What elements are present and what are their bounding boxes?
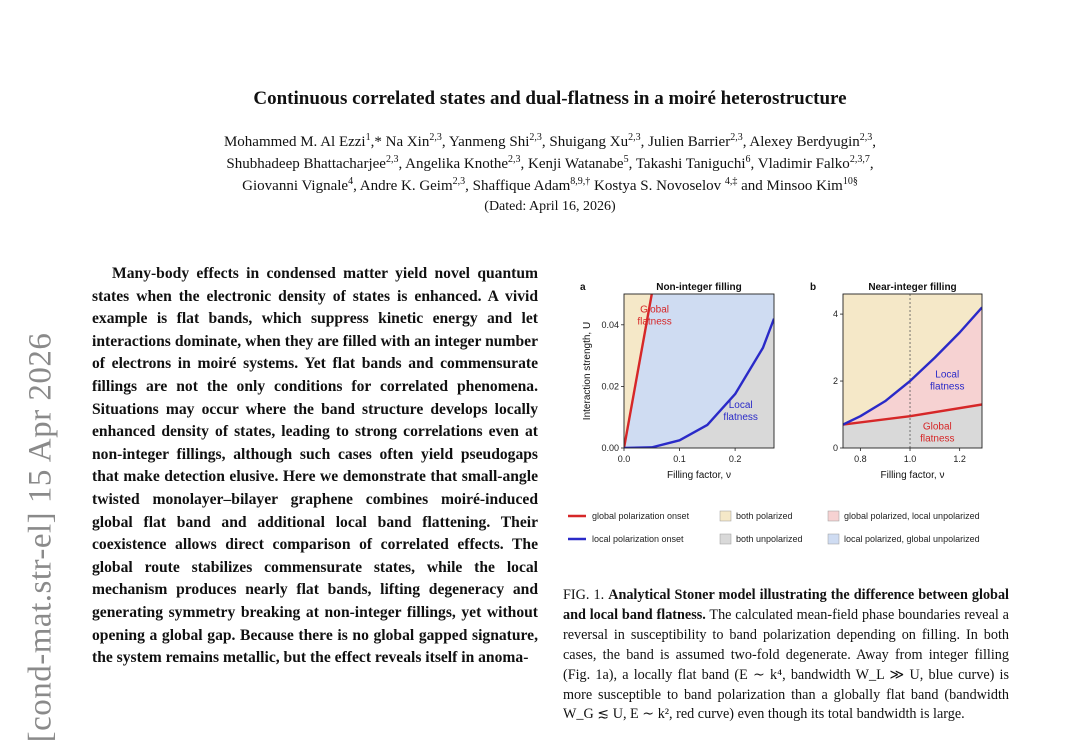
y-axis-label: Interaction strength, U [582, 321, 593, 421]
x-tick-label: 0.8 [854, 454, 867, 464]
legend-box-swatch [720, 511, 731, 521]
author-name: Minsoo Kim [766, 178, 843, 194]
legend-box-swatch [828, 511, 839, 521]
y-tick-label: 2 [832, 376, 838, 387]
x-tick-label: 0.0 [617, 454, 631, 464]
arxiv-stamp [6, 0, 76, 754]
author-affiliation: 4,‡ [724, 176, 738, 187]
curve-annotation: flatness [637, 316, 672, 328]
author-list [0, 131, 1083, 197]
legend-box-swatch [828, 534, 839, 544]
author-name: Takashi Taniguchi [635, 156, 746, 172]
author-affiliation: 2,3 [859, 132, 873, 143]
y-tick-label: 0.00 [601, 443, 619, 453]
author-name: Shuigang Xu [549, 134, 629, 150]
author-affiliation: 2,3 [529, 132, 542, 143]
panel-b-regions [843, 294, 982, 448]
legend-label: local polarization onset [592, 534, 684, 544]
author-line-3: Giovanni Vignale$^4$, Andre K. Geim$^{2,3}$, Shaffique Adam$^{8,9,\dagger}$ Kostya S. Novoselov $^{4,\ddagger}$ and Minsoo Kim$^{10\S}$ [242, 176, 858, 194]
caption-body: The calculated mean-field phase boundaries reveal a reversal in susceptibility to band polarization depending on filling. In both cases, the band is assumed two-fold degenerate. Away from integer filling (Fig. 1a), a locally flat band (E ∼ k⁴, bandwidth W_L ≫ U, blue curve) is more susceptible to band polarization than a globally flat band (bandwidth W_G ≲ U, E ∼ k², red curve) even though its total bandwidth is large. [563, 606, 1009, 723]
panel-label: b [810, 282, 817, 293]
legend-label: local polarized, global unpolarized [844, 534, 980, 544]
legend-label: both polarized [736, 511, 793, 521]
dated-line: (Dated: April 16, 2026) [484, 199, 616, 214]
author-name: Andre K. Geim [359, 178, 453, 194]
author-affiliation: 2,3 [452, 176, 466, 187]
curve-annotation: Local [728, 399, 753, 411]
author-affiliation: 1 [365, 132, 371, 143]
x-tick-label: 1.2 [953, 454, 966, 464]
curve-annotation: Local [935, 369, 960, 381]
curve-annotation: Global [640, 304, 670, 316]
y-tick-label: 0 [832, 443, 838, 453]
legend-label: both unpolarized [736, 534, 803, 544]
arxiv-stamp-text: [cond-mat.str-el] 15 Apr 2026 [22, 332, 59, 742]
legend-label: global polarization onset [592, 511, 690, 521]
author-affiliation: 10§ [842, 176, 858, 187]
author-affiliation: 2,3 [628, 132, 641, 143]
author-name: Shubhadeep Bhattacharjee [226, 156, 386, 172]
abstract-text: Many-body effects in condensed matter yield novel quantum states when the electronic density of states is enhanced. A vivid example is flat bands, which suppress kinetic energy and let interactions dominate, when they are filled with an integer number of electrons in moiré systems. Yet flat bands and commensurate fillings are not the only conditions for correlated phenomena. Situations may occur where the band structure develops locally enhanced density of states, leading to strong correlations even at non-integer fillings, although such cases often yield pseudogaps that make detection elusive. Here we demonstrate that small-angle twisted monolayer–bilayer graphene combines moiré-induced global flat band and additional local band flattening. Their coexistence allows direct comparison of correlated effects. The global route stabilizes commensurate states, while the local mechanism produces nearly flat bands, lifting degeneracy and generating symmetry breaking at non-integer fillings, yet without opening a global gap. Because there is no global gapped signature, the system remains metallic, but the effect reveals itself in anoma- [92, 265, 538, 667]
x-tick-label: 1.0 [903, 454, 917, 464]
author-name: Alexey Berdyugin [749, 134, 860, 150]
author-affiliation: 2,3 [508, 154, 521, 165]
author-affiliation: 2,3 [730, 132, 743, 143]
author-name: Angelika Knothe [405, 156, 509, 172]
y-tick-label: 4 [832, 309, 838, 320]
author-affiliation: 2,3 [429, 132, 442, 143]
x-axis-label: Filling factor, ν [880, 470, 945, 481]
author-name: Kenji Watanabe [528, 156, 624, 172]
x-tick-label: 0.1 [673, 454, 686, 464]
author-affiliation: 4 [348, 176, 354, 187]
figure-1 [560, 268, 1030, 558]
curve-annotation: flatness [930, 381, 965, 393]
curve-annotation: flatness [920, 433, 955, 445]
author-name: Giovanni Vignale [242, 178, 349, 194]
author-name: Julien Barrier [648, 134, 731, 150]
curve-annotation: Global [922, 421, 952, 433]
author-affiliation: 5 [623, 154, 629, 165]
figure-caption [563, 586, 1009, 725]
caption-title: Analytical Stoner model illustrating the difference between global and local band flatness. [563, 587, 1009, 623]
author-line-2: Shubhadeep Bhattacharjee$^{2,3}$, Angelika Knothe$^{2,3}$, Kenji Watanabe$^5$, Takashi Taniguchi$^6$, Vladimir Falko$^{2,3,7}$, [226, 154, 874, 172]
y-tick-label: 0.02 [601, 381, 619, 392]
x-axis-label: Filling factor, ν [667, 470, 731, 481]
y-tick-label: 0.04 [601, 319, 619, 330]
legend-label: global polarized, local unpolarized [844, 511, 980, 521]
author-line-1: Mohammed M. Al Ezzi$^1$,* Na Xin$^{2,3}$, Yanmeng Shi$^{2,3}$, Shuigang Xu$^{2,3}$, Julien Barrier$^{2,3}$, Alexey Berdyugin$^{2,3}$, [223, 132, 877, 150]
panel-title: Near-integer filling [868, 282, 957, 293]
author-name: Shaffique Adam [472, 178, 571, 194]
panel-title: Non-integer filling [656, 282, 742, 293]
author-name: Na Xin [385, 134, 430, 150]
figure-1-svg [560, 268, 1030, 558]
curve-annotation: flatness [723, 411, 758, 423]
paper-title: Continuous correlated states and dual-flatness in a moiré heterostructure [253, 88, 847, 109]
author-name: Vladimir Falko [757, 156, 850, 172]
author-name: Kostya S. Novoselov [594, 178, 725, 194]
author-name: Mohammed M. Al Ezzi [223, 134, 366, 150]
author-affiliation: 2,3,7 [849, 154, 870, 165]
author-name: Yanmeng Shi [448, 134, 530, 150]
legend-box-swatch [720, 534, 731, 544]
panel-label: a [580, 282, 586, 293]
author-affiliation: 8,9,† [570, 176, 591, 187]
author-affiliation: 6 [745, 154, 751, 165]
x-tick-label: 0.2 [728, 454, 742, 464]
author-affiliation: 2,3 [385, 154, 399, 165]
caption-label: FIG. 1. [563, 587, 605, 603]
